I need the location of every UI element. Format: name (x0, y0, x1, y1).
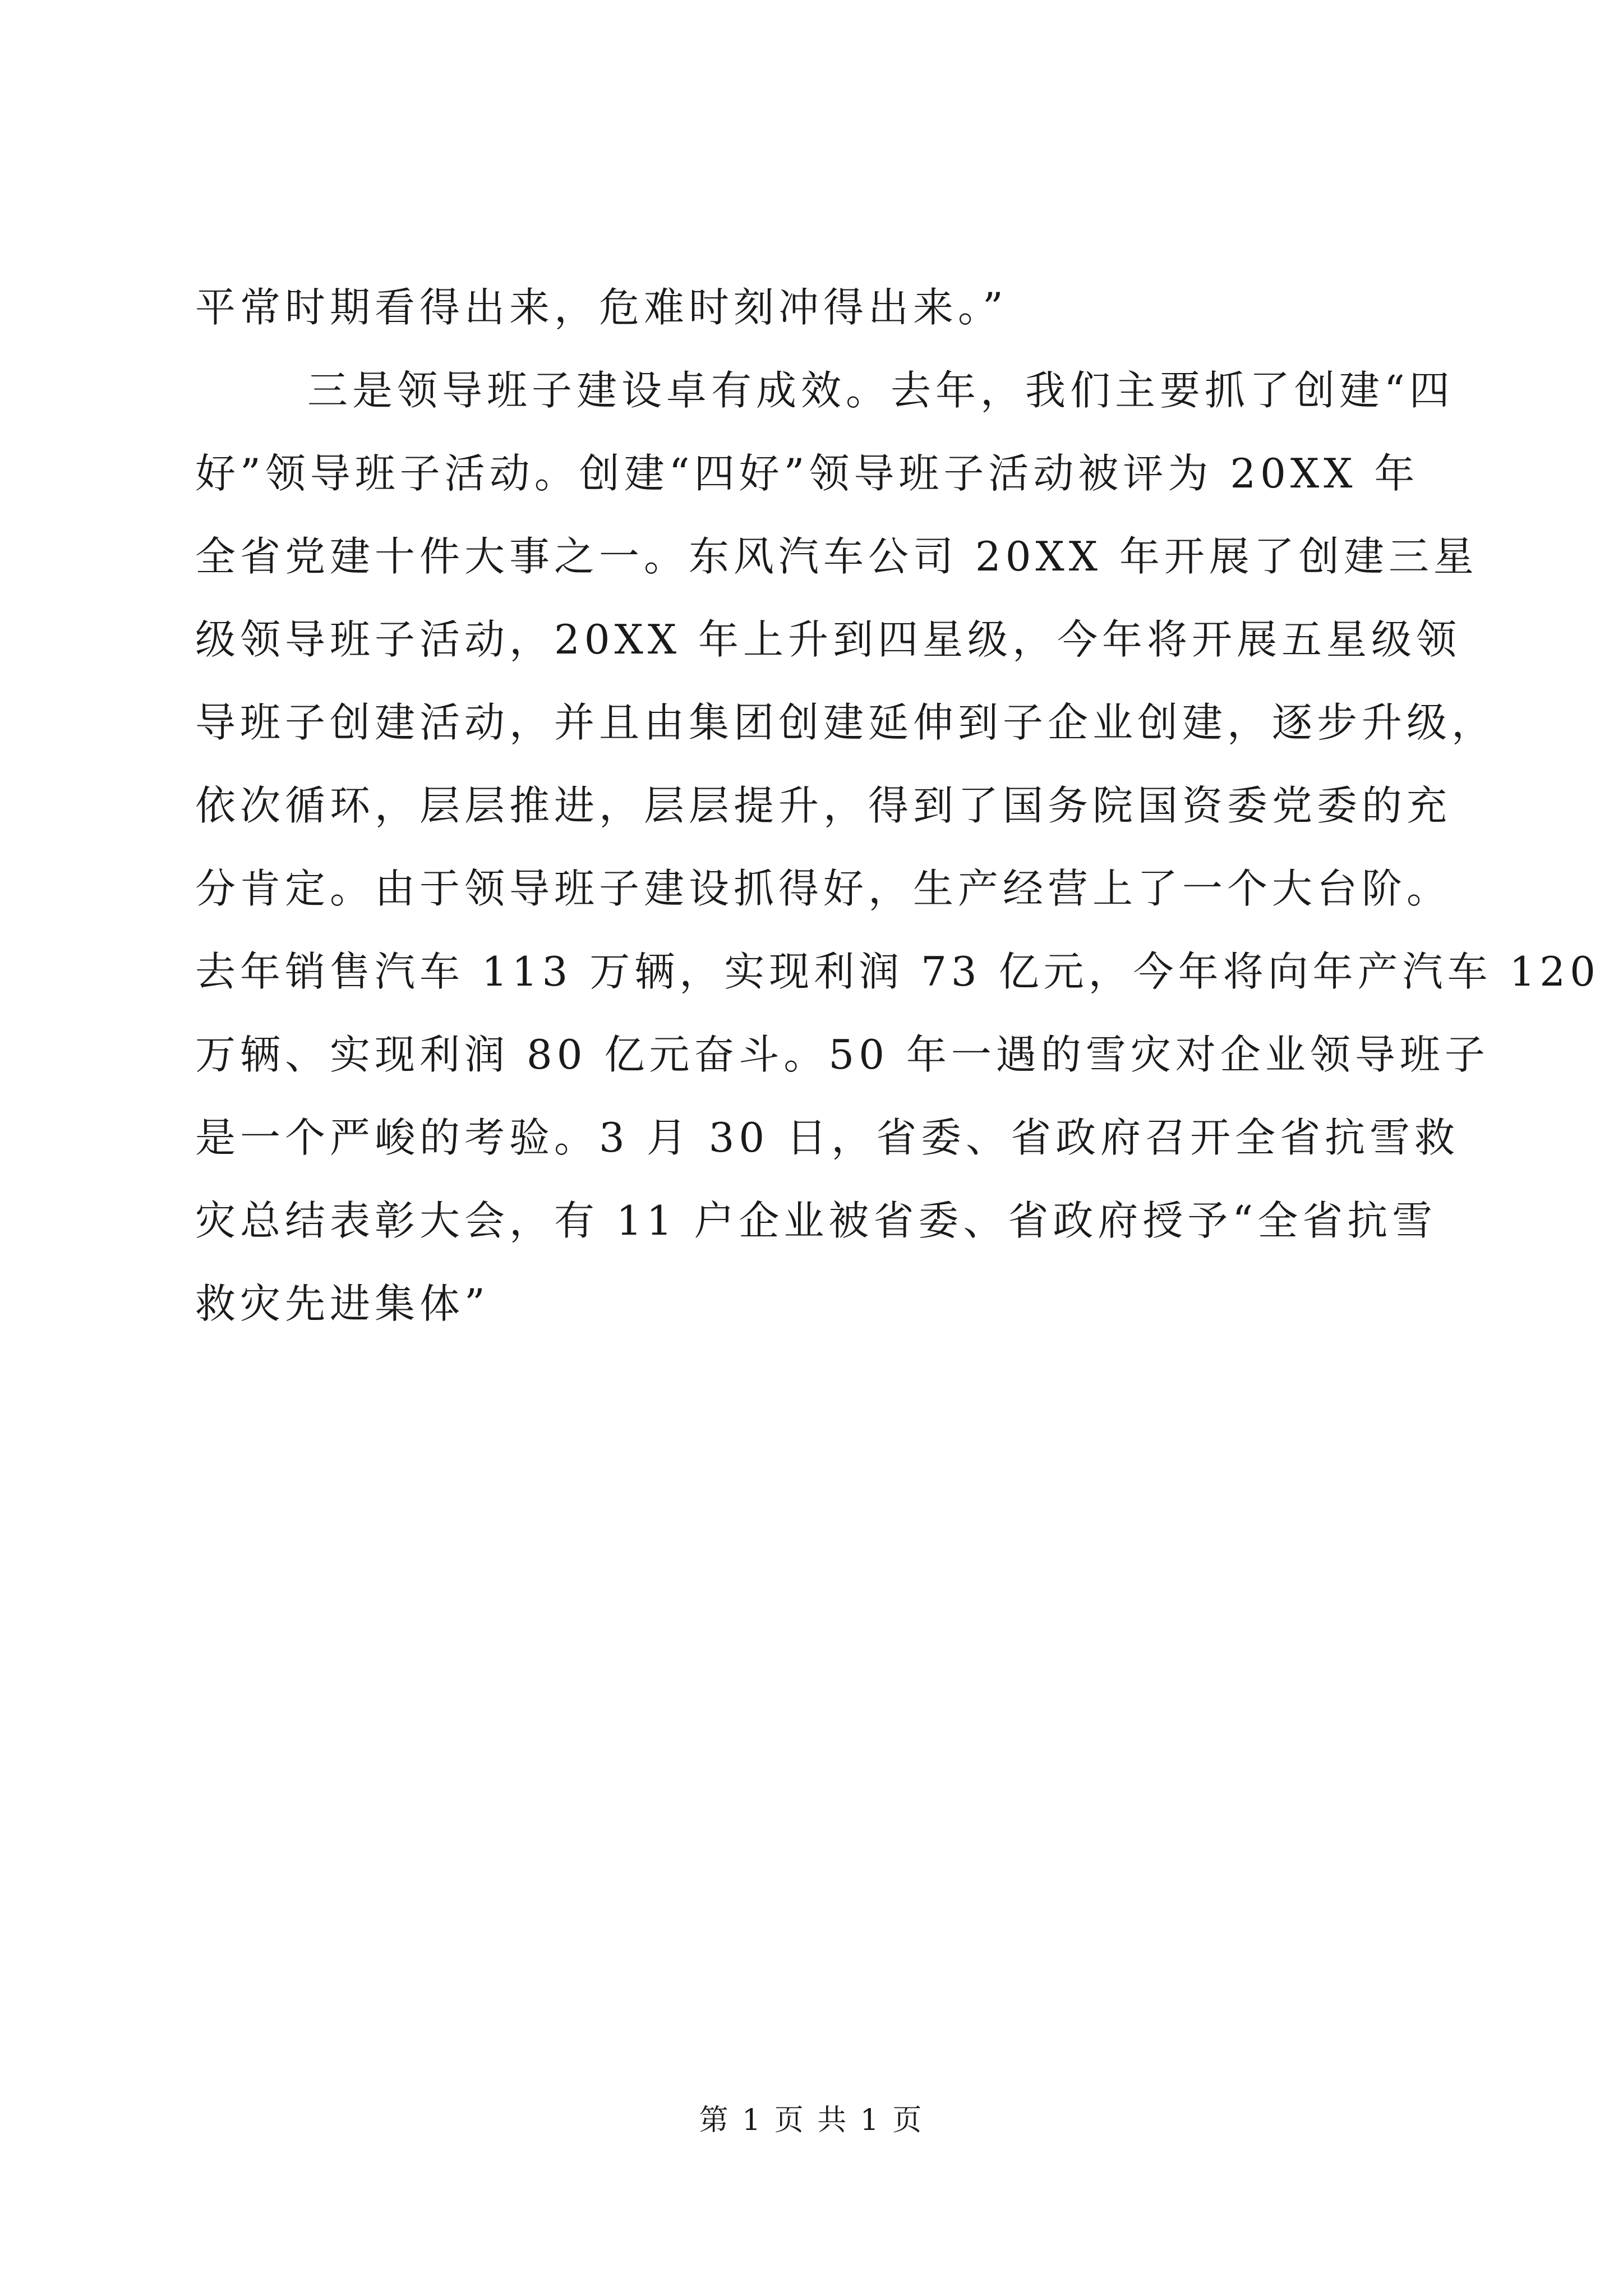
page-number: 第 1 页 共 1 页 (699, 2104, 924, 2137)
text-line: 好”领导班子活动。创建“四好”领导班子活动被评为 20XX 年 (195, 450, 1419, 497)
text-line: 分肯定。由于领导班子建设抓得好，生产经营上了一个大台阶。 (195, 865, 1452, 912)
text-line: 万辆、实现利润 80 亿元奋斗。50 年一遇的雪灾对企业领导班子 (195, 1031, 1490, 1078)
text-line: 依次循环，层层推进，层层提升，得到了国务院国资委党委的充 (195, 782, 1452, 829)
text-line: 全省党建十件大事之一。东风汽车公司 20XX 年开展了创建三星 (195, 533, 1478, 580)
text-line: 级领导班子活动，20XX 年上升到四星级，今年将开展五星级领 (195, 616, 1461, 663)
text-line: 灾总结表彰大会，有 11 户企业被省委、省政府授予“全省抗雪 (195, 1197, 1437, 1244)
paragraph-first-line: 三是领导班子建设卓有成效。去年，我们主要抓了创建“四 (307, 367, 1454, 414)
text-line: 救灾先进集体” (195, 1280, 490, 1327)
body-text (195, 266, 1600, 1345)
text-line: 导班子创建活动，并且由集团创建延伸到子企业创建，逐步升级， (195, 699, 1497, 746)
text-line: 去年销售汽车 113 万辆，实现利润 73 亿元，今年将向年产汽车 120 (195, 948, 1600, 995)
text-line: 是一个严峻的考验。3 月 30 日，省委、省政府召开全省抗雪救 (195, 1114, 1460, 1161)
page-footer (0, 2098, 1623, 2143)
text-line: 平常时期看得出来，危难时刻冲得出来。” (195, 284, 1008, 331)
